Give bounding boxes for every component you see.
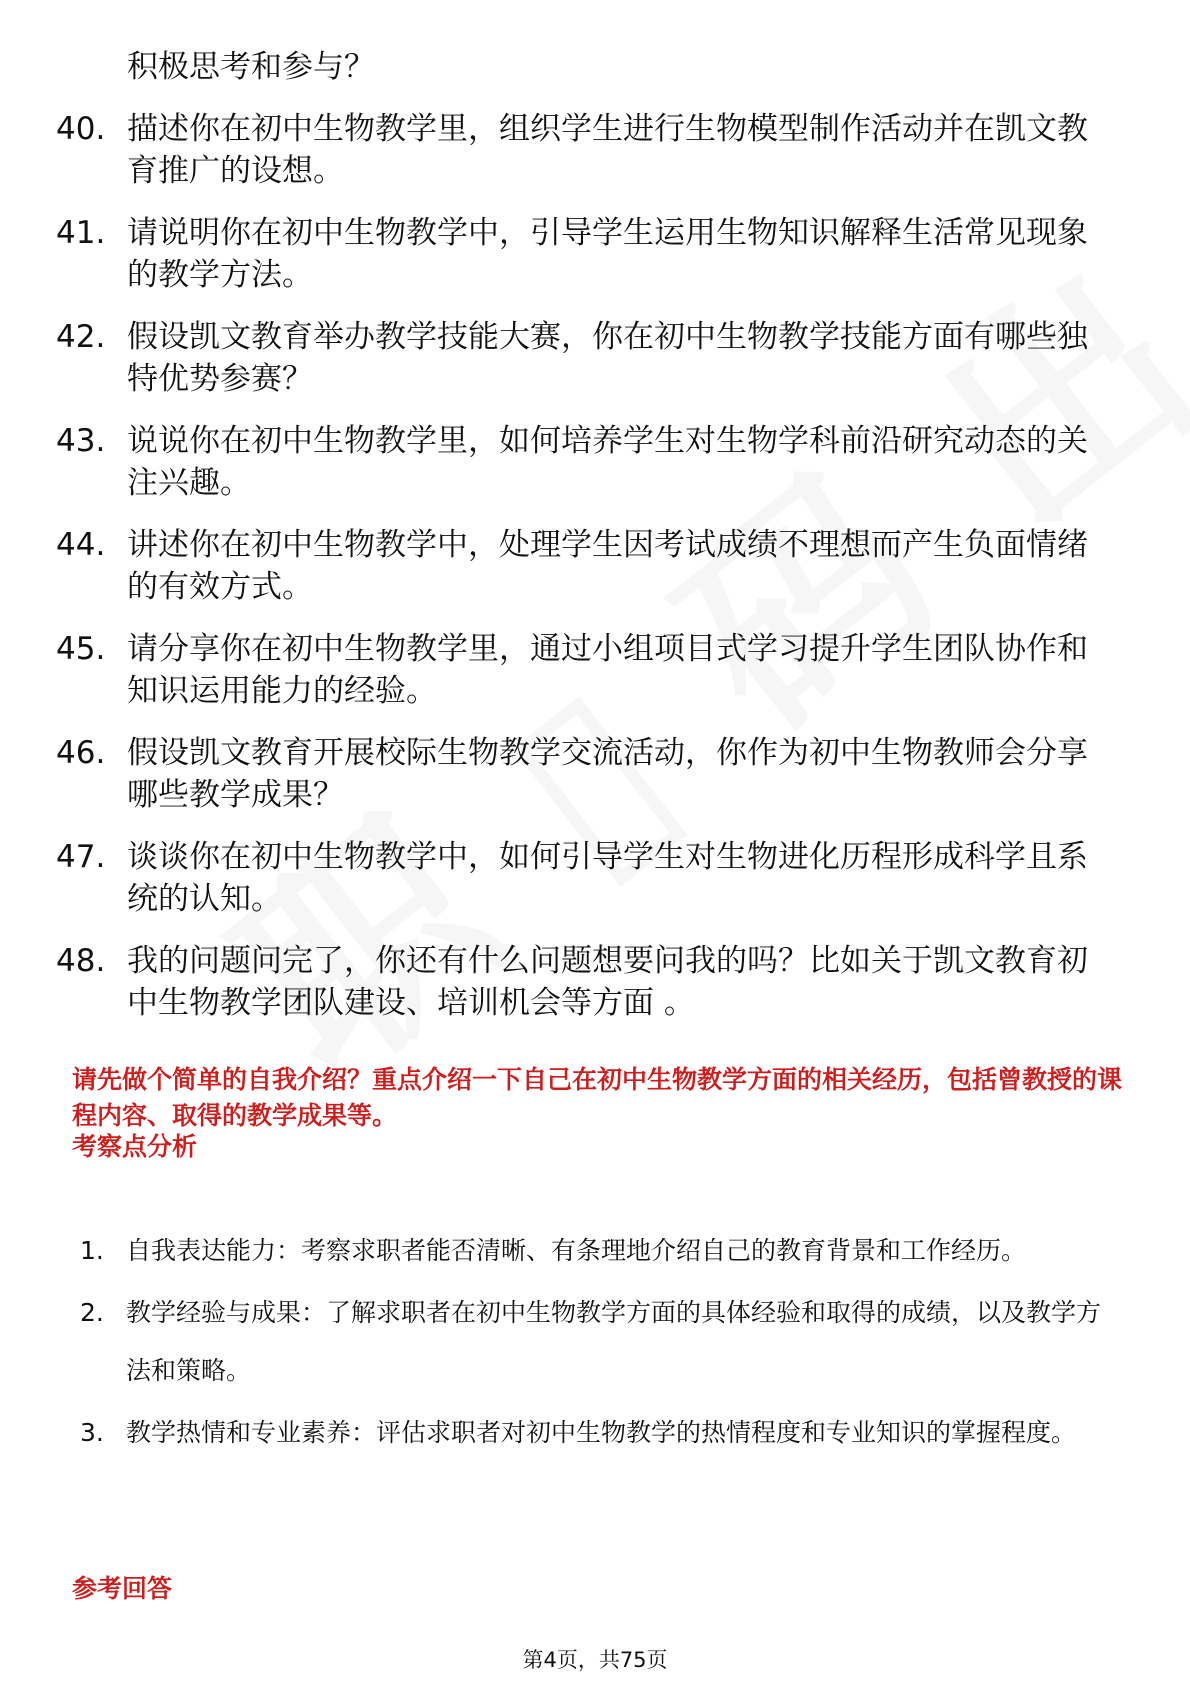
analysis-number: 2. bbox=[80, 1298, 104, 1327]
question-text: 请分享你在初中生物教学里，通过小组项目式学习提升学生团队协作和知识运用能力的经验。 bbox=[127, 631, 1088, 709]
question-number: 46. bbox=[56, 735, 106, 771]
analysis-text: 自我表达能力：考察求职者能否清晰、有条理地介绍自己的教育背景和工作经历。 bbox=[126, 1236, 1027, 1265]
analysis-number: 3. bbox=[80, 1418, 104, 1447]
analysis-item bbox=[80, 1404, 1120, 1462]
question-text: 描述你在初中生物教学里，组织学生进行生物模型制作活动并在凯文教育推广的设想。 bbox=[127, 111, 1088, 189]
analysis-item bbox=[80, 1222, 1120, 1280]
question-text: 说说你在初中生物教学里，如何培养学生对生物学科前沿研究动态的关注兴趣。 bbox=[127, 423, 1088, 501]
question-number: 48. bbox=[56, 943, 106, 979]
analysis-item bbox=[80, 1284, 1120, 1400]
question-text: 请说明你在初中生物教学中，引导学生运用生物知识解释生活常见现象的教学方法。 bbox=[127, 215, 1088, 293]
analysis-text: 教学经验与成果：了解求职者在初中生物教学方面的具体经验和取得的成绩，以及教学方法和策略。 bbox=[126, 1298, 1102, 1385]
question-number: 40. bbox=[56, 111, 106, 147]
continued-question-text: 积极思考和参与？ bbox=[127, 49, 375, 85]
question-text: 谈谈你在初中生物教学中，如何引导学生对生物进化历程形成科学且系统的认知。 bbox=[127, 839, 1088, 917]
question-item bbox=[56, 212, 1116, 296]
question-number: 47. bbox=[56, 839, 106, 875]
page-footer: 第4页，共75页 bbox=[522, 1648, 668, 1672]
question-number: 44. bbox=[56, 527, 106, 563]
analysis-heading: 考察点分析 bbox=[72, 1132, 198, 1161]
analysis-text: 教学热情和专业素养：评估求职者对初中生物教学的热情程度和专业知识的掌握程度。 bbox=[126, 1418, 1077, 1447]
reference-heading: 参考回答 bbox=[72, 1574, 173, 1603]
question-number: 41. bbox=[56, 215, 106, 251]
question-number: 45. bbox=[56, 631, 106, 667]
question-text: 假设凯文教育举办教学技能大赛，你在初中生物教学技能方面有哪些独特优势参赛？ bbox=[127, 319, 1088, 397]
question-text: 讲述你在初中生物教学中，处理学生因考试成绩不理想而产生负面情绪的有效方式。 bbox=[127, 527, 1088, 605]
question-item bbox=[56, 940, 1116, 1024]
question-number: 42. bbox=[56, 319, 106, 355]
question-item bbox=[56, 732, 1116, 816]
question-list bbox=[56, 108, 1116, 1044]
question-item bbox=[56, 420, 1116, 504]
intro-question: 请先做个简单的自我介绍？重点介绍一下自己在初中生物教学方面的相关经历，包括曾教授的课程内容、取得的教学成果等。 bbox=[72, 1065, 1123, 1130]
analysis-number: 1. bbox=[80, 1236, 104, 1265]
analysis-list bbox=[80, 1222, 1120, 1466]
question-item bbox=[56, 628, 1116, 712]
question-item bbox=[56, 524, 1116, 608]
question-item bbox=[56, 316, 1116, 400]
question-item bbox=[56, 108, 1116, 192]
question-item bbox=[56, 836, 1116, 920]
question-text: 我的问题问完了，你还有什么问题想要问我的吗？比如关于凯文教育初中生物教学团队建设、培训机会等方面 。 bbox=[127, 943, 1088, 1021]
question-number: 43. bbox=[56, 423, 106, 459]
question-text: 假设凯文教育开展校际生物教学交流活动，你作为初中生物教师会分享哪些教学成果？ bbox=[127, 735, 1088, 813]
